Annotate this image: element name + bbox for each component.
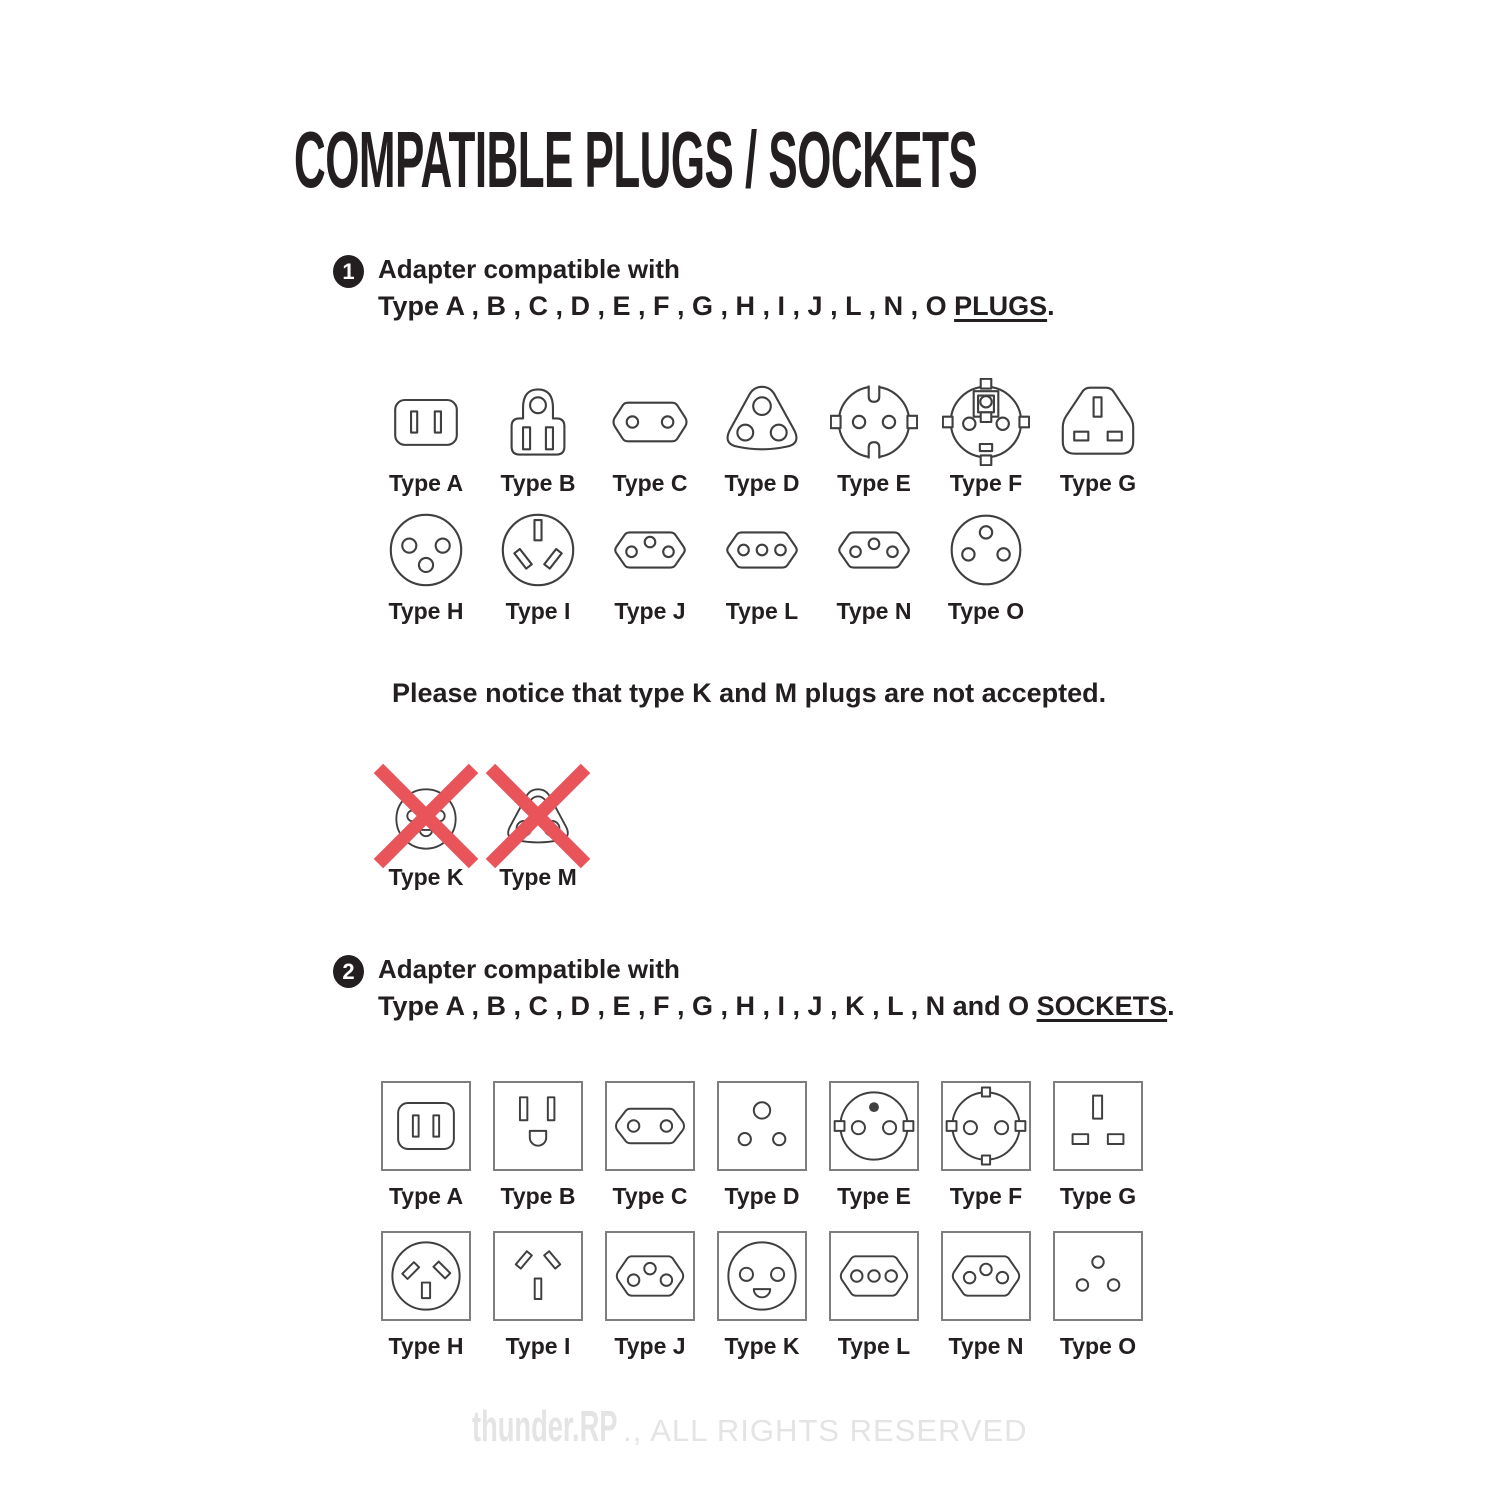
plug-h-icon — [382, 506, 470, 594]
section2-number-badge: 2 — [333, 955, 364, 988]
type-label: Type H — [388, 598, 464, 624]
section-sockets-heading — [333, 953, 1175, 1021]
socket-frame — [493, 1081, 583, 1171]
socket-frame — [493, 1231, 583, 1321]
socket-cell — [381, 1231, 471, 1360]
not-accepted-cell — [493, 757, 583, 891]
footer — [0, 1402, 1500, 1452]
socket-frame — [1053, 1231, 1143, 1321]
plug-cell — [941, 378, 1031, 497]
plug-cell — [717, 378, 807, 497]
plug-cell — [605, 506, 695, 625]
socket-frame — [941, 1231, 1031, 1321]
type-label: Type E — [837, 470, 911, 496]
plug-cell — [1053, 378, 1143, 497]
socket-cell — [605, 1231, 695, 1360]
plug-i-icon — [494, 506, 582, 594]
section1-types: Type A , B , C , D , E , F , G , H , I , J , L , N , O — [378, 291, 955, 321]
type-label: Type I — [505, 598, 571, 624]
plug-k-icon — [387, 780, 465, 858]
plug-cell — [381, 378, 471, 497]
type-label: Type G — [1059, 470, 1137, 496]
plug-j-icon — [606, 506, 694, 594]
socket-j-icon — [609, 1235, 691, 1317]
socket-frame — [381, 1081, 471, 1171]
type-label: Type O — [947, 598, 1025, 624]
type-label: Type D — [724, 470, 800, 496]
plug-cell — [381, 506, 471, 625]
plug-cell — [941, 506, 1031, 625]
socket-cell — [1053, 1231, 1143, 1360]
plug-d-icon — [718, 378, 806, 466]
socket-o-icon — [1057, 1235, 1139, 1317]
type-label: Type F — [949, 470, 1023, 496]
socket-g-icon — [1057, 1085, 1139, 1167]
plug-a-icon — [382, 378, 470, 466]
type-label: Type A — [388, 470, 464, 496]
section2-text — [378, 953, 1175, 1021]
socket-frame — [605, 1081, 695, 1171]
plug-l-icon — [718, 506, 806, 594]
type-label: Type C — [612, 1183, 688, 1209]
plug-cell — [493, 506, 583, 625]
socket-frame — [717, 1231, 807, 1321]
socket-frame — [605, 1231, 695, 1321]
type-label: Type D — [724, 1183, 800, 1209]
page-title: COMPATIBLE PLUGS / SOCKETS — [294, 115, 978, 204]
type-label: Type N — [948, 1333, 1024, 1359]
plugs-row-2 — [381, 506, 1031, 625]
sockets-row-1 — [381, 1081, 1143, 1210]
notice-text: Please notice that type K and M plugs are not accepted. — [392, 678, 1107, 708]
plug-cell — [717, 506, 807, 625]
plugs-row-1 — [381, 378, 1143, 497]
socket-cell — [941, 1081, 1031, 1210]
plug-cell — [493, 378, 583, 497]
plug-cell — [829, 378, 919, 497]
socket-frame — [941, 1081, 1031, 1171]
section2-types-suffix: . — [1167, 991, 1175, 1021]
socket-frame — [1053, 1081, 1143, 1171]
socket-f-icon — [945, 1085, 1027, 1167]
type-label: Type B — [500, 1183, 576, 1209]
type-label: Type K — [388, 864, 464, 890]
plug-g-icon — [1054, 378, 1142, 466]
type-label: Type C — [612, 470, 688, 496]
plug-b-icon — [494, 378, 582, 466]
socket-cell — [829, 1081, 919, 1210]
socket-n-icon — [945, 1235, 1027, 1317]
section-plugs-heading — [333, 253, 1055, 321]
type-label: Type J — [614, 598, 686, 624]
section2-types-underlined: SOCKETS — [1036, 991, 1168, 1021]
section1-types-underlined: PLUGS — [954, 291, 1048, 321]
socket-e-icon — [833, 1085, 915, 1167]
socket-cell — [605, 1081, 695, 1210]
plug-f-icon — [942, 378, 1030, 466]
type-label: Type E — [837, 1183, 911, 1209]
socket-frame — [381, 1231, 471, 1321]
type-label: Type O — [1059, 1333, 1137, 1359]
type-label: Type L — [837, 1333, 911, 1359]
section1-types-suffix: . — [1047, 291, 1055, 321]
section2-types: Type A , B , C , D , E , F , G , H , I , J , K , L , N and O — [378, 991, 1037, 1021]
plug-m-icon — [499, 780, 577, 858]
type-label: Type F — [949, 1183, 1023, 1209]
section1-number-badge: 1 — [333, 255, 364, 288]
section1-text — [378, 253, 1055, 321]
plug-o-icon — [942, 506, 1030, 594]
type-label: Type B — [500, 470, 576, 496]
type-label: Type H — [388, 1333, 464, 1359]
socket-cell — [941, 1231, 1031, 1360]
socket-cell — [493, 1081, 583, 1210]
socket-cell — [829, 1231, 919, 1360]
type-label: Type I — [505, 1333, 571, 1359]
socket-cell — [717, 1081, 807, 1210]
plug-cell — [605, 378, 695, 497]
not-accepted-cell — [381, 757, 471, 891]
socket-b-icon — [497, 1085, 579, 1167]
type-label: Type K — [724, 1333, 800, 1359]
plug-e-icon — [830, 378, 918, 466]
socket-cell — [381, 1081, 471, 1210]
section2-heading-line1: Adapter compatible with — [378, 954, 680, 984]
section1-heading-line2 — [378, 291, 1055, 321]
socket-h-icon — [385, 1235, 467, 1317]
type-label: Type L — [725, 598, 799, 624]
plug-c-icon — [606, 378, 694, 466]
type-label: Type A — [388, 1183, 464, 1209]
socket-l-icon — [833, 1235, 915, 1317]
type-label: Type N — [836, 598, 912, 624]
socket-i-icon — [497, 1235, 579, 1317]
type-label: Type J — [614, 1333, 686, 1359]
footer-brand: thunder.RP — [472, 1402, 618, 1451]
section2-heading-line2 — [378, 991, 1175, 1021]
socket-frame — [829, 1231, 919, 1321]
socket-d-icon — [721, 1085, 803, 1167]
type-label: Type G — [1059, 1183, 1137, 1209]
sockets-row-2 — [381, 1231, 1143, 1360]
not-accepted-row — [381, 757, 583, 891]
socket-cell — [717, 1231, 807, 1360]
footer-rights: ., ALL RIGHTS RESERVED — [623, 1413, 1028, 1448]
socket-frame — [829, 1081, 919, 1171]
plug-cell — [829, 506, 919, 625]
socket-cell — [493, 1231, 583, 1360]
plug-n-icon — [830, 506, 918, 594]
socket-k-icon — [721, 1235, 803, 1317]
socket-a-icon — [385, 1085, 467, 1167]
type-label: Type M — [499, 864, 577, 890]
socket-frame — [717, 1081, 807, 1171]
socket-c-icon — [609, 1085, 691, 1167]
socket-cell — [1053, 1081, 1143, 1210]
section1-heading-line1: Adapter compatible with — [378, 254, 680, 284]
